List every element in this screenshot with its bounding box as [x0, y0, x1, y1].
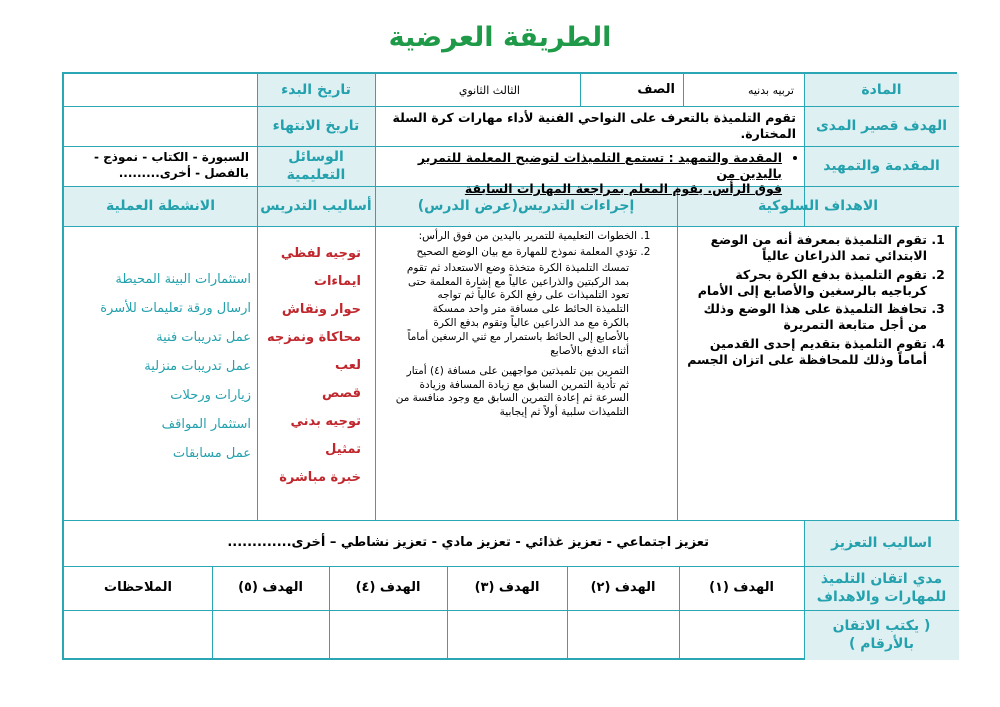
objective-item: 2. تقوم التلميذة بدفع الكرة بحركة كرباجيه بالرسغين والأصابع إلى الأمام — [685, 267, 927, 300]
method-item: خبرة مباشرة — [279, 470, 361, 485]
page-title: الطريقة العرضية — [388, 22, 612, 53]
end-date-label: تاريخ الانتهاء — [272, 117, 360, 134]
procedure-drill: التمرين بين تلميذتين مواجهين على مسافة (٤) أمتار ثم تأدية التمرين السابق مع زيادة المسافة وزيادة السرعة ثم إعادة التمرين السابق مع وجود منافسة من التلميذات سلبية أولاً ثم إيجابية — [395, 364, 629, 419]
activity-item: ارسال ورقة تعليمات للأسرة — [100, 301, 251, 316]
procedure-step: 2. تؤدي المعلمة نموذج للمهارة مع بيان الوضع الصحيح — [383, 246, 637, 260]
goal-1-header: الهدف (١) — [709, 579, 774, 595]
method-item: توجيه بدني — [290, 414, 361, 429]
aids-value: السبورة - الكتاب - نموذج - بالفصل - أخرى......... — [93, 150, 249, 181]
start-date-label: تاريخ البدء — [281, 81, 351, 98]
methods-list — [257, 246, 375, 518]
goal-3-header: الهدف (٣) — [474, 579, 540, 595]
reinforcement-label: اساليب التعزيز — [831, 534, 932, 551]
method-item: قصص — [321, 386, 361, 401]
intro-line-1: المقدمة والتمهيد : تستمع التلميذات لتوضيح المعلمة للتمرير باليدين من — [417, 150, 782, 181]
class-label: الصف — [637, 81, 675, 97]
activity-item: عمل تدريبات فنية — [156, 330, 251, 345]
activity-item: عمل مسابقات — [172, 446, 251, 461]
aids-label: الوسائل التعليمية — [286, 148, 346, 183]
methods-header: أساليب التدريس — [260, 197, 372, 214]
reinforcement-value: تعزيز اجتماعي - تعزيز غذائي - تعزيز مادي - تعزيز نشاطي – أخرى............. — [227, 534, 709, 550]
remarks-header: الملاحظات — [104, 579, 172, 595]
intro-text — [375, 146, 804, 197]
lesson-plan-table — [62, 72, 957, 660]
objective-item: 1. تقوم التلميذة بمعرفة أنه من الوضع الابتدائي تمد الذراعان عالياً — [685, 232, 927, 265]
intro-line-2: فوق الرأس. يقوم المعلم بمراجعة المهارات السابقة — [464, 181, 782, 197]
short-goal-label: الهدف قصير المدى — [815, 117, 948, 134]
start-date-value[interactable] — [64, 74, 257, 106]
class-value: الثالث الثانوي — [458, 83, 520, 97]
method-item: حوار ونقاش — [281, 302, 361, 317]
mastery-note: ( يكتب الاتقان بالأرقام ) — [832, 617, 931, 652]
goal-1-score[interactable] — [679, 610, 804, 660]
activity-item: استثمار المواقف — [161, 417, 251, 432]
goal-4-header: الهدف (٤) — [355, 579, 421, 595]
objectives-header: الاهداف السلوكية — [757, 197, 879, 214]
short-goal-value: تقوم التلميذة بالتعرف على النواحي الفنية لأداء مهارات كرة السلة المختارة. — [392, 109, 796, 141]
goal-4-score[interactable] — [329, 610, 447, 660]
activity-item: عمل تدريبات منزلية — [144, 359, 251, 374]
method-item: محاكاة ونمزجه — [267, 330, 361, 345]
activities-header: الانشطة العملية — [106, 197, 215, 214]
objectives-list — [677, 232, 959, 518]
activities-list — [64, 272, 257, 518]
goal-2-score[interactable] — [567, 610, 679, 660]
intro-label: المقدمة والتمهيد — [823, 157, 940, 174]
procedures-content — [375, 230, 677, 518]
procedures-header: إجراءات التدريس(عرض الدرس) — [417, 197, 635, 214]
goal-2-header: الهدف (٢) — [590, 579, 656, 595]
procedure-detail: تمسك التلميذة الكرة متخذة وضع الاستعداد ثم تقوم بمد الركبتين والذراعين عالياً مع إشارة المعلمة حتى تعود التلميذات على رفع الكرة عالياً ثم تواجه التلميذة الحائط على مسافة متر واحد ممسكة بالكرة مع مد الذراعين عالياً وتقوم بدفع الكرة بالأصابع إلى الحائط باستمرار مع ثني الرسغين أماماً أثناء الدفع بالأصابع — [406, 261, 629, 357]
method-item: لعب — [335, 358, 361, 373]
goal-5-header: الهدف (٥) — [238, 579, 303, 595]
method-item: تمثيل — [325, 442, 361, 457]
subject-label: المادة — [861, 81, 902, 98]
activity-item: استثمارات البينة المحيطة — [115, 272, 251, 287]
method-item: توجيه لفظي — [280, 246, 361, 261]
procedure-step: 1. الخطوات التعليمية للتمرير باليدين من فوق الرأس: — [383, 230, 637, 244]
mastery-label: مدي اتقان التلميذ للمهارات والاهداف — [816, 570, 947, 605]
subject-value: تربيه بدنيه — [747, 83, 794, 97]
activity-item: زيارات ورحلات — [170, 388, 251, 403]
goal-3-score[interactable] — [447, 610, 567, 660]
objective-item: 4. تقوم التلميذة بتقديم إحدى القدمين أماماً وذلك للمحافظة على اتزان الجسم — [685, 336, 927, 369]
goal-5-score[interactable] — [212, 610, 329, 660]
method-item: ايماءات — [313, 274, 361, 289]
objective-item: 3. تحافظ التلميذة على هذا الوضع وذلك من أجل متابعة التمريرة — [685, 301, 927, 334]
remarks-value[interactable] — [64, 610, 212, 660]
end-date-value[interactable] — [64, 106, 257, 146]
